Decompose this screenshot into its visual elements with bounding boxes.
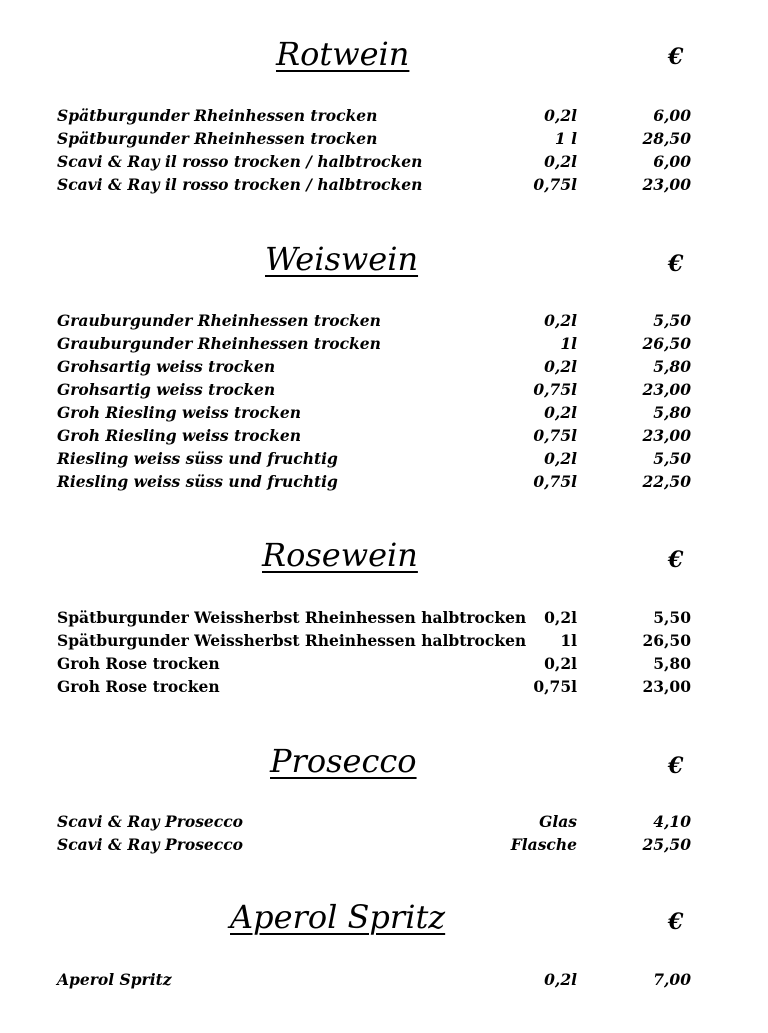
item-price: 25,50 (642, 835, 691, 854)
menu-item (57, 968, 697, 991)
item-price: 23,00 (642, 175, 691, 194)
item-size: 0,2l (544, 403, 577, 422)
menu-item (57, 424, 697, 447)
menu-item (57, 401, 697, 424)
item-name: Spätburgunder Rheinhessen trocken (57, 129, 378, 148)
menu-item (57, 355, 697, 378)
item-name: Grauburgunder Rheinhessen trocken (57, 311, 381, 330)
currency-header: € (668, 251, 684, 277)
item-price: 6,00 (653, 152, 691, 171)
item-name: Spätburgunder Rheinhessen trocken (57, 106, 378, 125)
item-name: Scavi & Ray il rosso trocken / halbtrocken (57, 152, 423, 171)
item-name: Riesling weiss süss und fruchtig (57, 472, 338, 491)
section-title-aperol-spritz: Aperol Spritz (230, 898, 446, 936)
item-name: Spätburgunder Weissherbst Rheinhessen halbtrocken (57, 631, 527, 650)
item-price: 23,00 (642, 426, 691, 445)
section-title-weiswein: Weiswein (265, 240, 419, 278)
menu-item (57, 470, 697, 493)
currency-header: € (668, 547, 684, 573)
item-price: 26,50 (642, 334, 691, 353)
item-price: 5,50 (653, 608, 691, 627)
item-size: 0,2l (544, 449, 577, 468)
item-name: Scavi & Ray Prosecco (57, 812, 243, 831)
item-name: Scavi & Ray il rosso trocken / halbtrocken (57, 175, 423, 194)
menu-item (57, 127, 697, 150)
item-size: 0,2l (544, 970, 577, 989)
item-size: 0,75l (533, 677, 577, 696)
item-name: Scavi & Ray Prosecco (57, 835, 243, 854)
item-price: 6,00 (653, 106, 691, 125)
item-price: 26,50 (642, 631, 691, 650)
item-size: 0,2l (544, 311, 577, 330)
menu-item (57, 378, 697, 401)
item-name: Grauburgunder Rheinhessen trocken (57, 334, 381, 353)
item-size: 0,75l (533, 175, 577, 194)
section-title-prosecco: Prosecco (270, 742, 417, 780)
menu-item (57, 173, 697, 196)
item-name: Groh Rose trocken (57, 677, 220, 696)
item-price: 4,10 (653, 812, 691, 831)
item-size: 1 l (554, 129, 577, 148)
menu-item (57, 332, 697, 355)
item-name: Aperol Spritz (57, 970, 172, 989)
item-size: 0,75l (533, 380, 577, 399)
menu-item (57, 447, 697, 470)
item-name: Grohsartig weiss trocken (57, 357, 276, 376)
section-title-rosewein: Rosewein (262, 536, 418, 574)
currency-header: € (668, 753, 684, 779)
item-size: 0,2l (544, 608, 577, 627)
menu-item (57, 652, 697, 675)
menu-item (57, 606, 697, 629)
item-name: Groh Riesling weiss trocken (57, 403, 301, 422)
item-price: 23,00 (642, 380, 691, 399)
item-price: 7,00 (653, 970, 691, 989)
item-price: 5,80 (653, 357, 691, 376)
item-size: 0,2l (544, 106, 577, 125)
item-price: 5,80 (653, 403, 691, 422)
menu-item (57, 675, 697, 698)
item-price: 5,50 (653, 311, 691, 330)
item-name: Groh Riesling weiss trocken (57, 426, 301, 445)
item-size: 1l (560, 334, 577, 353)
section-title-rotwein: Rotwein (276, 35, 410, 73)
item-price: 23,00 (642, 677, 691, 696)
item-size: 1l (560, 631, 577, 650)
item-name: Groh Rose trocken (57, 654, 220, 673)
menu-item (57, 150, 697, 173)
menu-item (57, 833, 697, 856)
item-size: 0,2l (544, 152, 577, 171)
item-name: Spätburgunder Weissherbst Rheinhessen halbtrocken (57, 608, 527, 627)
item-price: 22,50 (642, 472, 691, 491)
item-name: Riesling weiss süss und fruchtig (57, 449, 338, 468)
item-size: 0,75l (533, 426, 577, 445)
item-size: 0,75l (533, 472, 577, 491)
item-price: 5,50 (653, 449, 691, 468)
item-size: 0,2l (544, 654, 577, 673)
item-size: 0,2l (544, 357, 577, 376)
menu-item (57, 629, 697, 652)
item-size: Glas (539, 812, 577, 831)
menu-item (57, 810, 697, 833)
item-price: 28,50 (642, 129, 691, 148)
menu-item (57, 104, 697, 127)
item-size: Flasche (510, 835, 577, 854)
item-name: Grohsartig weiss trocken (57, 380, 276, 399)
currency-header: € (668, 909, 684, 935)
menu-item (57, 309, 697, 332)
currency-header: € (668, 44, 684, 70)
item-price: 5,80 (653, 654, 691, 673)
